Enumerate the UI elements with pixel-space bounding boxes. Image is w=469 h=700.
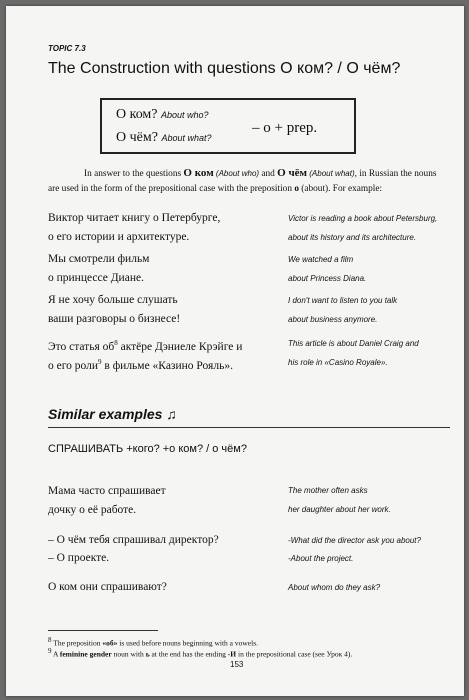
example-en-line: Victor is reading a book about Petersburg, xyxy=(288,214,438,223)
verb-pattern: СПРАШИВАТЬ +кого? +о ком? / о чём? xyxy=(48,443,247,455)
footnote-divider xyxy=(48,630,158,631)
question-en: About who? xyxy=(161,110,209,120)
example-en-line: about Princess Diana. xyxy=(288,274,367,283)
section-heading: Similar examples ♫ xyxy=(48,406,177,422)
example-en-line: -About the project. xyxy=(288,554,354,563)
page-title: The Construction with questions О ком? / О чём? xyxy=(48,60,401,77)
example-en-line: about business anymore. xyxy=(288,315,378,324)
grammar-formula: – о + prep. xyxy=(252,120,318,136)
example-en-line: his role in «Casino Royale». xyxy=(288,358,388,367)
intro-paragraph: In answer to the questions О ком (About who) and О чём (About what), in Russian the nouns are used in the form of the prepositional case with the preposition о (about). For example: xyxy=(48,167,437,194)
example-ru-line: Мы смотрели фильм xyxy=(48,253,150,265)
section-divider xyxy=(48,427,450,428)
footnote-ref: 8 xyxy=(114,339,118,347)
example-en-line: The mother often asks xyxy=(288,486,368,495)
example-en-line: We watched a film xyxy=(288,255,354,264)
example-en-line: about its history and its architecture. xyxy=(288,233,417,242)
topic-label: TOPIC 7.3 xyxy=(48,44,86,53)
question-about-who xyxy=(116,107,209,123)
footnote-ref: 9 xyxy=(98,358,102,366)
dialogue-line: – О чём тебя спрашивал директор? xyxy=(48,534,219,546)
question-about-what xyxy=(116,130,212,146)
question-box xyxy=(100,98,356,154)
book-page xyxy=(6,6,464,696)
example-ru-line: О ком они спрашивают? xyxy=(48,581,167,593)
example-ru-line: Это статья $об^8$ актёре Дэниеле Крэйге и xyxy=(48,339,243,353)
question-ru: О чём? xyxy=(116,130,158,145)
example-ru-line: Я не хочу больше слушать xyxy=(48,294,178,306)
question-ru: О ком? xyxy=(116,107,158,122)
example-ru-line: о его роли$^9$ в фильме «Казино Рояль». xyxy=(48,358,233,372)
example-ru-line: Виктор читает книгу о Петербурге, xyxy=(48,212,221,224)
example-ru-line: дочку о её работе. xyxy=(48,504,137,516)
example-ru-line: о его истории и архитектуре. xyxy=(48,231,190,243)
example-en-line: About whom do they ask? xyxy=(288,583,381,592)
page-number: 153 xyxy=(230,660,244,669)
dialogue-line: – О проекте. xyxy=(48,552,110,564)
footnote-9: $^9$ A feminine gender noun with ь at the end has the ending -И in the prepositional case (see Урок 4). xyxy=(48,647,353,659)
example-ru-line: ваши разговоры о бизнесе! xyxy=(48,313,181,325)
example-ru-line: о принцессе Диане. xyxy=(48,272,144,284)
example-en-line: her daughter about her work. xyxy=(288,505,391,514)
example-ru-line: Мама часто спрашивает xyxy=(48,485,166,497)
question-en: About what? xyxy=(161,133,212,143)
footnote-8: $^8$ The preposition «об» is used before nouns beginning with a vowels. xyxy=(48,636,259,648)
example-en-line: I don't want to listen to you talk xyxy=(288,296,398,305)
example-en-line: -What did the director ask you about? xyxy=(288,536,421,545)
example-en-line: This article is about Daniel Craig and xyxy=(288,339,419,348)
